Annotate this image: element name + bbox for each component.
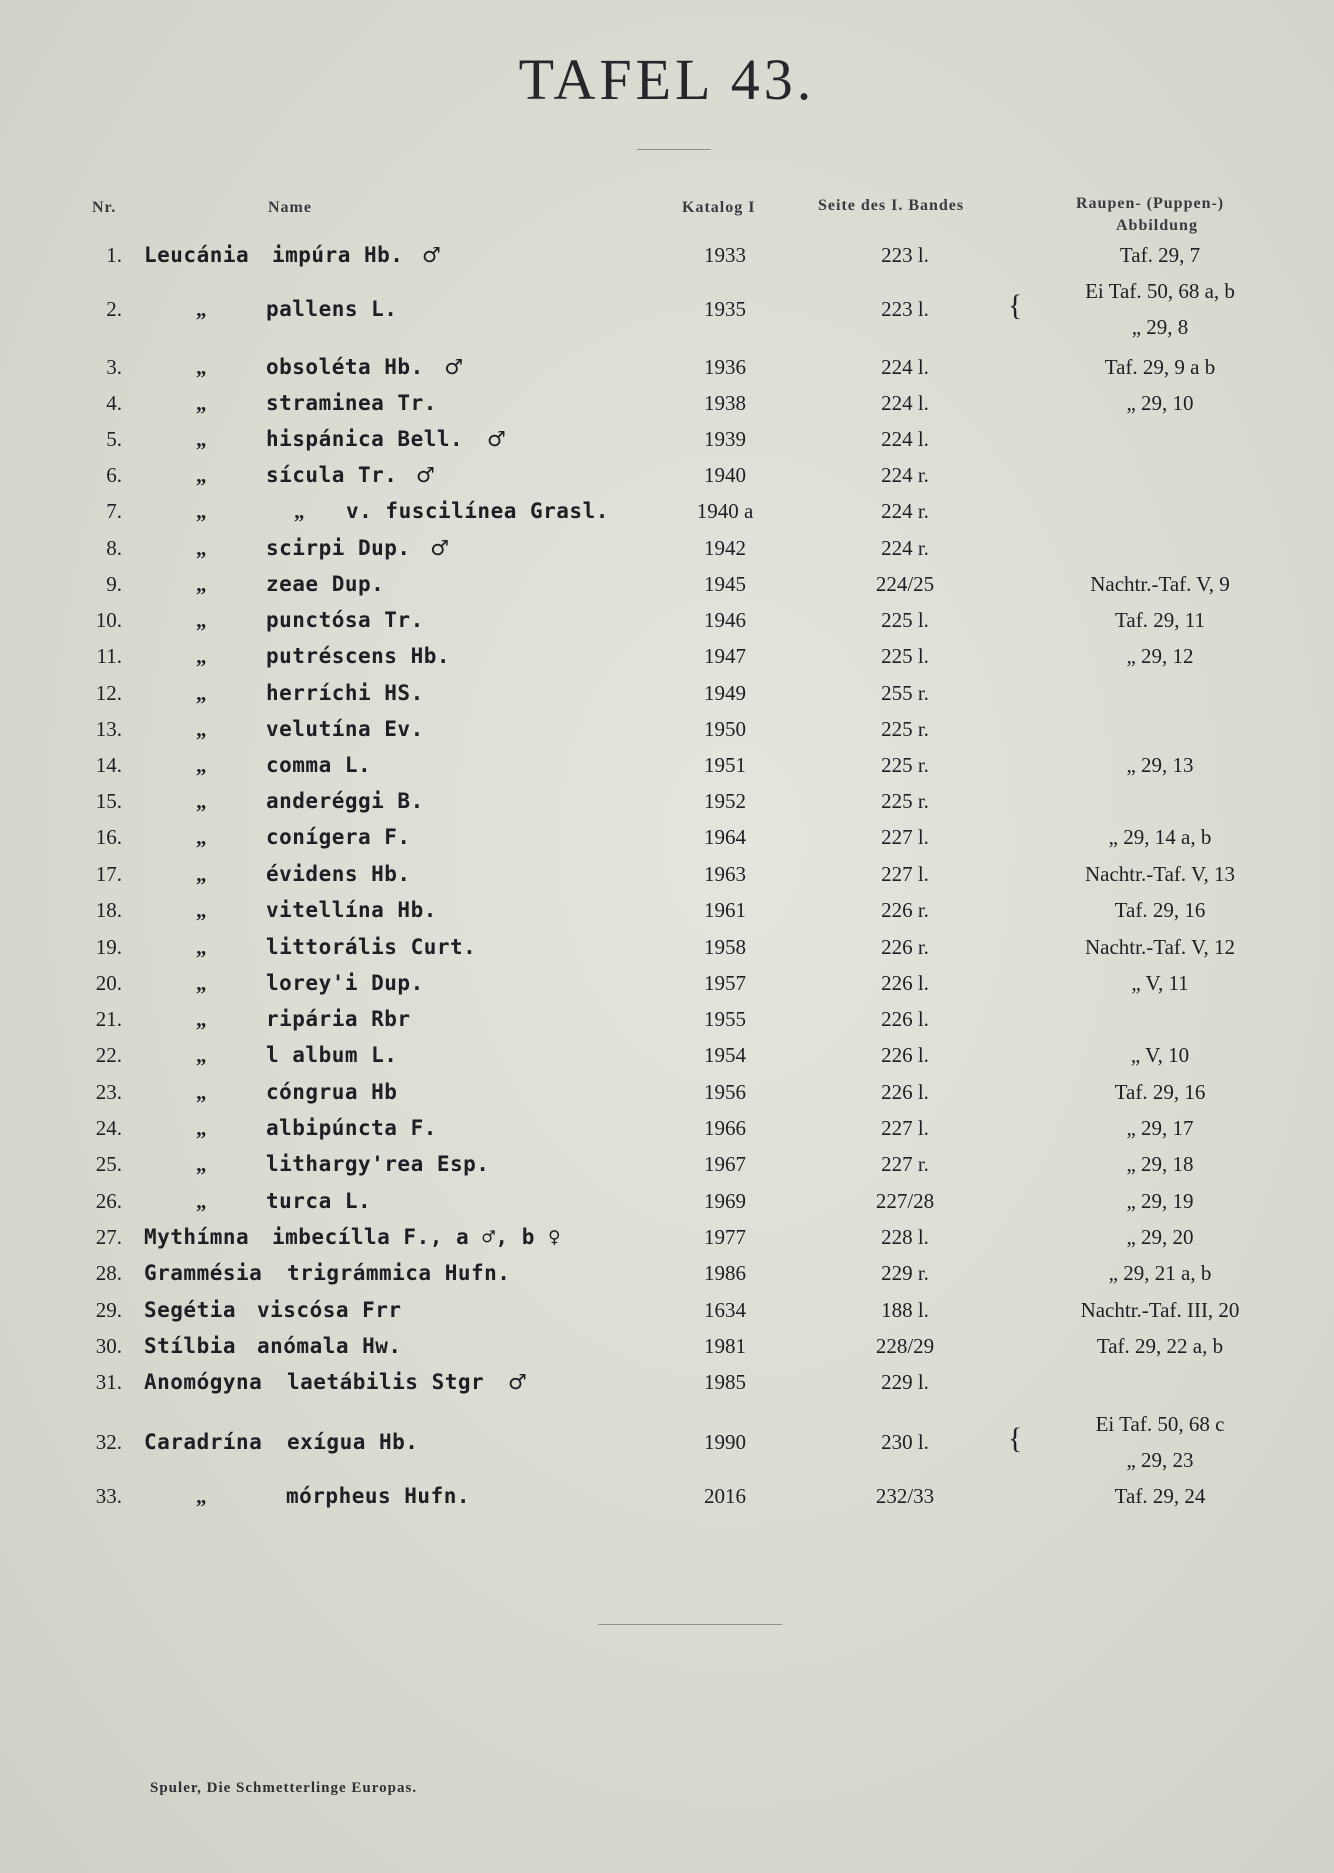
species-name: albipúncta F. [266, 1116, 437, 1140]
species-name: pallens L. [266, 297, 398, 321]
table-row [0, 1412, 1334, 1472]
row-number: 26. [95, 1189, 122, 1213]
species-name: velutína Ev. [266, 717, 424, 741]
page-reference: 226 l. [881, 971, 929, 995]
page-reference: 223 l. [881, 297, 929, 321]
page-reference: 228 l. [881, 1225, 929, 1249]
row-number: 12. [95, 681, 122, 705]
species-name: herríchi HS. [266, 681, 424, 705]
page-reference: 225 l. [881, 608, 929, 632]
sex-symbol: ♂ [508, 1370, 527, 1394]
ditto-mark: „ [196, 463, 207, 487]
page-reference: 229 r. [881, 1261, 929, 1285]
ditto-mark: „ [196, 572, 207, 596]
ditto-mark: „ [196, 297, 207, 321]
illustration-reference: Nachtr.-Taf. III, 20 [1080, 1298, 1240, 1322]
table-row [0, 681, 1334, 717]
page-reference: 227/28 [875, 1189, 935, 1213]
ditto-mark: „ [196, 499, 207, 523]
ditto-mark: „ [196, 971, 207, 995]
sex-symbol: ♂ [422, 243, 441, 267]
species-name: punctósa Tr. [266, 608, 424, 632]
page-reference: 225 r. [881, 717, 929, 741]
header-name: Name [268, 199, 312, 216]
row-number: 7. [106, 499, 122, 523]
katalog-number: 1938 [704, 391, 746, 415]
table-row [0, 862, 1334, 898]
katalog-number: 1955 [704, 1007, 746, 1031]
species-name: scirpi Dup. [266, 536, 411, 560]
katalog-number: 1958 [704, 935, 746, 959]
ditto-mark: „ [196, 862, 207, 886]
species-name: straminea Tr. [266, 391, 437, 415]
page-reference: 188 l. [881, 1298, 929, 1322]
illustration-reference: Taf. 29, 16 [1114, 898, 1206, 922]
species-name: vitellína Hb. [266, 898, 437, 922]
species-name: mórpheus Hufn. [286, 1484, 471, 1508]
katalog-number: 2016 [704, 1484, 746, 1508]
page-reference: 224 l. [881, 355, 929, 379]
page-reference: 225 r. [881, 789, 929, 813]
table-row [0, 789, 1334, 825]
row-number: 5. [106, 427, 122, 451]
species-name: littorális Curt. [266, 935, 477, 959]
katalog-number: 1956 [704, 1080, 746, 1104]
illustration-reference: „ 29, 13 [1126, 753, 1194, 777]
katalog-number: 1977 [704, 1225, 746, 1249]
species-name: lorey'i Dup. [266, 971, 424, 995]
species-name: l album L. [266, 1043, 398, 1067]
row-number: 21. [95, 1007, 122, 1031]
table-row [0, 1152, 1334, 1188]
footer-text: Spuler, Die Schmetterlinge Europas. [150, 1780, 418, 1796]
species-name: ripária Rbr [266, 1007, 411, 1031]
table-row [0, 1080, 1334, 1116]
page-reference: 224 r. [881, 463, 929, 487]
species-name: trigrámmica Hufn. [287, 1261, 511, 1285]
page-reference: 224 r. [881, 536, 929, 560]
species-name: viscósa Frr [257, 1298, 402, 1322]
page-reference: 227 l. [881, 862, 929, 886]
ditto-mark: „ [196, 391, 207, 415]
species-name: imbecílla F., a ♂, b ♀ [272, 1225, 562, 1249]
species-name: lithargy'rea Esp. [266, 1152, 490, 1176]
genus-name: Leucánia [144, 243, 250, 267]
page-reference: 255 r. [881, 681, 929, 705]
row-number: 16. [95, 825, 122, 849]
ditto-mark: „ [196, 536, 207, 560]
header-seite: Seite des I. Bandes [818, 197, 965, 214]
page-reference: 223 l. [881, 243, 929, 267]
plate-title: TAFEL 43. [518, 47, 816, 112]
sex-symbol: ♂ [430, 536, 450, 560]
katalog-number: 1969 [704, 1189, 746, 1213]
katalog-number: 1950 [704, 717, 746, 741]
row-number: 30. [95, 1334, 122, 1358]
row-number: 32. [95, 1430, 122, 1454]
species-name: obsoléta Hb. [266, 355, 424, 379]
illustration-reference: „ V, 11 [1131, 971, 1189, 995]
row-number: 29. [95, 1298, 122, 1322]
ditto-mark: „ [196, 644, 207, 668]
page-reference: 224 l. [881, 391, 929, 415]
ditto-mark: „ [196, 608, 207, 632]
table-row [0, 1007, 1334, 1043]
page-reference: 232/33 [875, 1484, 935, 1508]
table-row [0, 391, 1334, 427]
table-row [0, 898, 1334, 934]
ditto-mark: „ [196, 355, 207, 379]
ditto-mark: „ [196, 1116, 207, 1140]
species-name: laetábilis Stgr [287, 1370, 485, 1394]
header-katalog: Katalog I [682, 199, 756, 216]
table-row [0, 753, 1334, 789]
row-number: 9. [106, 572, 122, 596]
illustration-reference: „ 29, 12 [1126, 644, 1194, 668]
table-row [0, 355, 1334, 391]
illustration-reference: „ 29, 17 [1126, 1116, 1194, 1140]
ditto-mark-2: „ [294, 499, 305, 523]
title-rule [637, 149, 711, 150]
katalog-number: 1964 [704, 825, 746, 849]
page-reference: 230 l. [881, 1430, 929, 1454]
illustration-reference-egg: Ei Taf. 50, 68 c [1095, 1412, 1225, 1436]
row-number: 11. [96, 644, 122, 668]
genus-name: Grammésia [144, 1261, 263, 1285]
illustration-reference: „ 29, 20 [1126, 1225, 1194, 1249]
table-row [0, 644, 1334, 680]
katalog-number: 1940 [704, 463, 746, 487]
row-number: 2. [106, 297, 122, 321]
page-reference: 225 l. [881, 644, 929, 668]
table-row [0, 1484, 1334, 1520]
illustration-reference-larva: „ 29, 23 [1126, 1448, 1194, 1472]
illustration-reference: Taf. 29, 7 [1119, 243, 1201, 267]
ditto-mark: „ [196, 1080, 207, 1104]
row-number: 18. [95, 898, 122, 922]
table-row [0, 1370, 1334, 1406]
ditto-mark: „ [196, 1189, 207, 1213]
row-number: 8. [106, 536, 122, 560]
row-number: 13. [95, 717, 122, 741]
illustration-reference: „ 29, 14 a, b [1108, 825, 1212, 849]
page-reference: 226 l. [881, 1043, 929, 1067]
illustration-reference: Taf. 29, 11 [1115, 608, 1205, 632]
katalog-number: 1954 [704, 1043, 746, 1067]
katalog-number: 1945 [704, 572, 746, 596]
bottom-rule [598, 1624, 782, 1625]
katalog-number: 1933 [704, 243, 746, 267]
sex-symbol: ♂ [487, 427, 506, 451]
row-number: 33. [95, 1484, 122, 1508]
katalog-number: 1963 [704, 862, 746, 886]
illustration-reference: „ V, 10 [1130, 1043, 1190, 1067]
page-reference: 227 l. [881, 1116, 929, 1140]
table-row [0, 1116, 1334, 1152]
table-row [0, 717, 1334, 753]
species-name: anderéggi B. [266, 789, 424, 813]
row-number: 28. [95, 1261, 122, 1285]
brace-mark: { [1008, 1422, 1023, 1455]
page-reference: 227 r. [881, 1152, 929, 1176]
illustration-reference: „ 29, 21 a, b [1108, 1261, 1212, 1285]
illustration-reference: Taf. 29, 24 [1114, 1484, 1206, 1508]
table-row [0, 935, 1334, 971]
illustration-reference-egg: Ei Taf. 50, 68 a, b [1085, 279, 1235, 303]
illustration-reference: Taf. 29, 9 a b [1104, 355, 1216, 379]
table-row [0, 463, 1334, 499]
table-row [0, 1043, 1334, 1079]
sex-symbol: ♂ [416, 463, 435, 487]
katalog-number: 1966 [704, 1116, 746, 1140]
katalog-number: 1947 [704, 644, 746, 668]
katalog-number: 1986 [704, 1261, 746, 1285]
katalog-number: 1990 [704, 1430, 746, 1454]
ditto-mark: „ [196, 1043, 207, 1067]
page-reference: 228/29 [875, 1334, 935, 1358]
table-row [0, 536, 1334, 572]
page-reference: 224 r. [881, 499, 929, 523]
table-row [0, 499, 1334, 535]
ditto-mark: „ [196, 717, 207, 741]
table-row [0, 243, 1334, 279]
katalog-number: 1936 [704, 355, 746, 379]
genus-name: Anomógyna [144, 1370, 263, 1394]
ditto-mark: „ [196, 789, 207, 813]
row-number: 4. [106, 391, 122, 415]
katalog-number: 1981 [704, 1334, 746, 1358]
species-name: exígua Hb. [287, 1430, 419, 1454]
table-row [0, 279, 1334, 339]
species-name: turca L. [266, 1189, 372, 1213]
ditto-mark: „ [196, 1007, 207, 1031]
ditto-mark: „ [196, 1152, 207, 1176]
row-number: 15. [95, 789, 122, 813]
row-number: 10. [95, 608, 122, 632]
table-row [0, 1298, 1334, 1334]
genus-name: Stílbia [144, 1334, 237, 1358]
row-number: 20. [95, 971, 122, 995]
illustration-reference: „ 29, 18 [1126, 1152, 1194, 1176]
header-abbildung-2: Abbildung [1116, 217, 1198, 234]
illustration-reference: „ 29, 10 [1126, 391, 1194, 415]
katalog-number: 1967 [704, 1152, 746, 1176]
illustration-reference: Nachtr.-Taf. V, 13 [1085, 862, 1235, 886]
header-nr: Nr. [92, 199, 117, 216]
species-name: comma L. [266, 753, 372, 777]
katalog-number: 1942 [704, 536, 746, 560]
brace-mark: { [1008, 289, 1023, 322]
row-number: 3. [106, 355, 122, 379]
illustration-reference: Nachtr.-Taf. V, 9 [1090, 572, 1230, 596]
ditto-mark: „ [196, 1484, 207, 1508]
katalog-number: 1961 [704, 898, 746, 922]
row-number: 23. [95, 1080, 122, 1104]
katalog-number: 1634 [704, 1298, 746, 1322]
katalog-number: 1940 a [696, 499, 754, 523]
ditto-mark: „ [196, 935, 207, 959]
page-reference: 224/25 [875, 572, 935, 596]
ditto-mark: „ [196, 427, 207, 451]
katalog-number: 1946 [704, 608, 746, 632]
species-name: v. fuscilínea Grasl. [346, 499, 609, 523]
species-name: impúra Hb. [272, 243, 404, 267]
ditto-mark: „ [196, 681, 207, 705]
row-number: 1. [106, 243, 122, 267]
genus-name: Mythímna [144, 1225, 250, 1249]
table-row [0, 1334, 1334, 1370]
ditto-mark: „ [196, 898, 207, 922]
species-name: hispánica Bell. [266, 427, 464, 451]
table-row [0, 427, 1334, 463]
species-name: putréscens Hb. [266, 644, 451, 668]
table-row [0, 825, 1334, 861]
katalog-number: 1935 [704, 297, 746, 321]
illustration-reference: Taf. 29, 16 [1114, 1080, 1206, 1104]
row-number: 24. [95, 1116, 122, 1140]
species-name: sícula Tr. [266, 463, 398, 487]
illustration-reference: „ 29, 19 [1126, 1189, 1194, 1213]
table-row [0, 608, 1334, 644]
katalog-number: 1939 [704, 427, 746, 451]
illustration-reference: Nachtr.-Taf. V, 12 [1085, 935, 1235, 959]
sex-symbol: ♂ [444, 355, 464, 379]
ditto-mark: „ [196, 825, 207, 849]
row-number: 14. [95, 753, 122, 777]
species-name: évidens Hb. [266, 862, 411, 886]
table-row [0, 572, 1334, 608]
species-name: cóngrua Hb [266, 1080, 398, 1104]
page-reference: 229 l. [881, 1370, 929, 1394]
row-number: 6. [106, 463, 122, 487]
page-reference: 226 l. [881, 1080, 929, 1104]
page-reference: 226 r. [881, 898, 929, 922]
katalog-number: 1952 [704, 789, 746, 813]
ditto-mark: „ [196, 753, 207, 777]
row-number: 22. [95, 1043, 122, 1067]
header-abbildung-1: Raupen- (Puppen-) [1076, 195, 1225, 212]
row-number: 27. [95, 1225, 122, 1249]
page-reference: 226 l. [881, 1007, 929, 1031]
table-row [0, 1261, 1334, 1297]
table-row [0, 1189, 1334, 1225]
katalog-number: 1951 [704, 753, 746, 777]
katalog-number: 1949 [704, 681, 746, 705]
page-reference: 225 r. [881, 753, 929, 777]
katalog-number: 1985 [704, 1370, 746, 1394]
species-name: zeae Dup. [266, 572, 385, 596]
table-row [0, 971, 1334, 1007]
table-row [0, 1225, 1334, 1261]
species-name: conígera F. [266, 825, 411, 849]
row-number: 19. [95, 935, 122, 959]
illustration-reference: Taf. 29, 22 a, b [1096, 1334, 1224, 1358]
page-reference: 226 r. [881, 935, 929, 959]
katalog-number: 1957 [704, 971, 746, 995]
page-reference: 227 l. [881, 825, 929, 849]
row-number: 31. [95, 1370, 122, 1394]
row-number: 17. [95, 862, 122, 886]
species-name: anómala Hw. [257, 1334, 402, 1358]
illustration-reference-larva: „ 29, 8 [1131, 315, 1189, 339]
page-reference: 224 l. [881, 427, 929, 451]
genus-name: Segétia [144, 1298, 237, 1322]
row-number: 25. [95, 1152, 122, 1176]
genus-name: Caradrína [144, 1430, 263, 1454]
